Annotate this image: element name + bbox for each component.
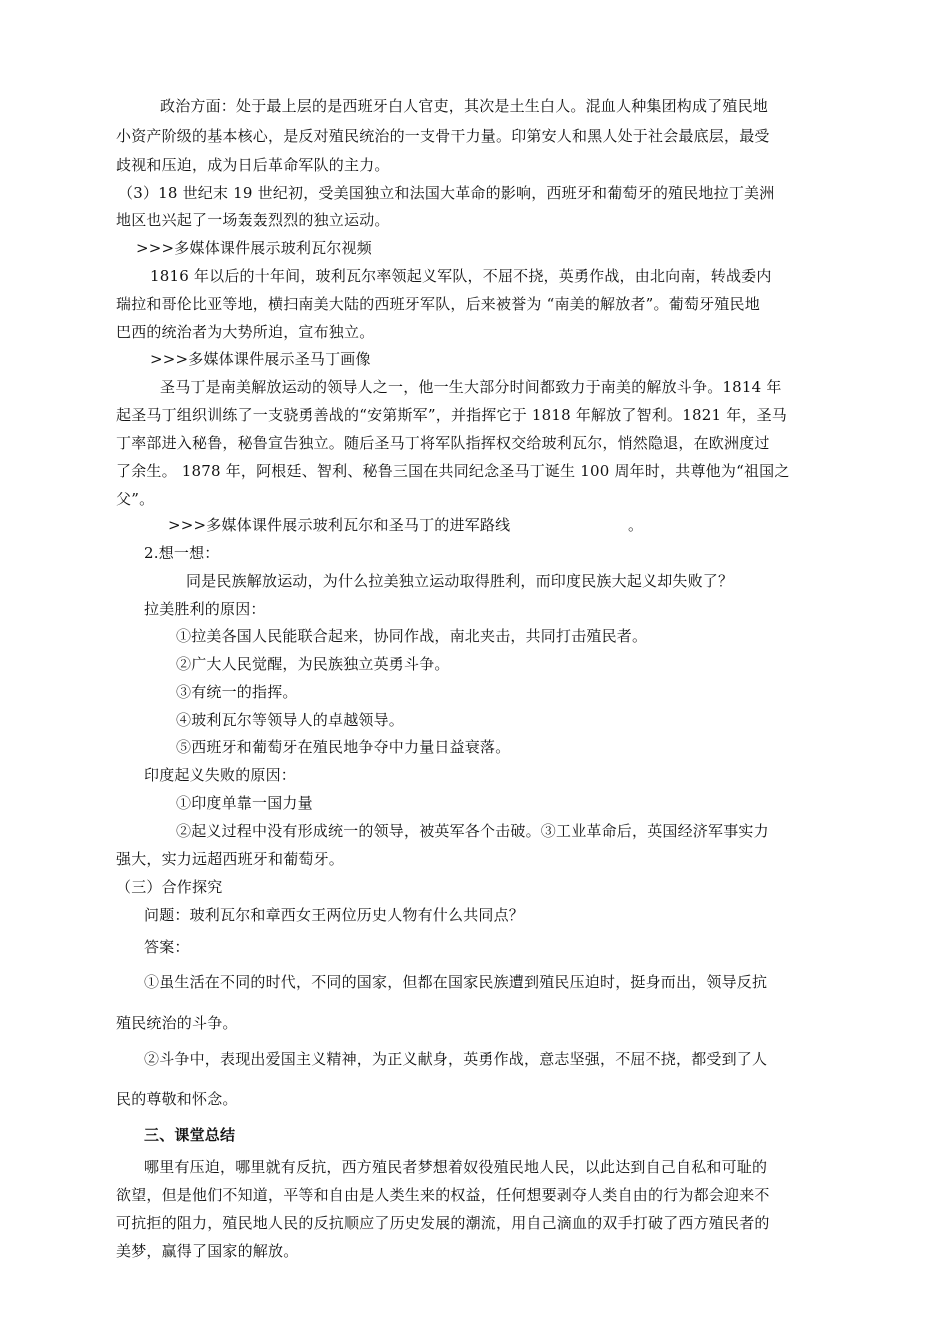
india-heading: 印度起义失败的原因： bbox=[144, 766, 297, 784]
think-heading: 2.想一想： bbox=[144, 544, 220, 562]
latam-reason-4: ④玻利瓦尔等领导人的卓越领导。 bbox=[176, 711, 405, 729]
coop-heading: （三）合作探究 bbox=[116, 878, 223, 896]
summary-line-4: 美梦，赢得了国家的解放。 bbox=[116, 1242, 299, 1260]
coop-question: 问题：玻利瓦尔和章西女王两位历史人物有什么共同点？ bbox=[144, 906, 525, 924]
coop-answer-label: 答案： bbox=[144, 938, 190, 956]
sanmartin-line-5: 父”。 bbox=[116, 490, 155, 508]
bolivar-line-2: 瑞拉和哥伦比亚等地，横扫南美大陆的西班牙军队，后来被誉为 “南美的解放者”。葡萄牙殖民地 bbox=[116, 295, 760, 313]
latam-reason-1: ①拉美各国人民能联合起来，协同作战，南北夹击，共同打击殖民者。 bbox=[176, 627, 648, 645]
coop-answer-1-line-1: ①虽生活在不同的时代，不同的国家，但都在国家民族遭到殖民压迫时，挺身而出，领导反抗 bbox=[144, 973, 768, 991]
politics-line-3: 歧视和压迫，成为日后革命军队的主力。 bbox=[116, 156, 390, 174]
summary-line-2: 欲望，但是他们不知道，平等和自由是人类生来的权益，任何想要剥夺人类自由的行为都会迎来不 bbox=[116, 1186, 770, 1204]
sanmartin-line-1: 圣马丁是南美解放运动的领导人之一，他一生大部分时间都致力于南美的解放斗争。1814 年 bbox=[160, 378, 782, 396]
coop-answer-2-line-2: 民的尊敬和怀念。 bbox=[116, 1090, 238, 1108]
summary-heading: 三、课堂总结 bbox=[144, 1126, 236, 1144]
point3-line-1: （3）18 世纪末 19 世纪初，受美国独立和法国大革命的影响，西班牙和葡萄牙的殖民地拉丁美洲 bbox=[118, 184, 775, 202]
india-reason-1: ①印度单靠一国力量 bbox=[176, 794, 313, 812]
bolivar-line-1: 1816 年以后的十年间，玻利瓦尔率领起义军队，不屈不挠，英勇作战，由北向南，转战委内 bbox=[150, 267, 772, 285]
think-question: 同是民族解放运动，为什么拉美独立运动取得胜利，而印度民族大起义却失败了？ bbox=[186, 572, 734, 590]
sanmartin-line-3: 丁率部进入秘鲁，秘鲁宣告独立。随后圣马丁将军队指挥权交给玻利瓦尔，悄然隐退，在欧洲度过 bbox=[116, 434, 770, 452]
sanmartin-line-4: 了余生。 1878 年，阿根廷、智利、秘鲁三国在共同纪念圣马丁诞生 100 周年时，共尊他为“祖国之 bbox=[116, 462, 790, 480]
coop-answer-2-line-1: ②斗争中，表现出爱国主义精神，为正义献身，英勇作战，意志坚强，不屈不挠，都受到了人 bbox=[144, 1050, 768, 1068]
latam-reason-2: ②广大人民觉醒，为民族独立英勇斗争。 bbox=[176, 655, 450, 673]
point3-line-2: 地区也兴起了一场轰轰烈烈的独立运动。 bbox=[116, 211, 390, 229]
media-routes: >>>多媒体课件展示玻利瓦尔和圣马丁的进军路线 bbox=[168, 516, 511, 534]
media-bolivar-video: >>>多媒体课件展示玻利瓦尔视频 bbox=[136, 239, 372, 257]
summary-line-1: 哪里有压迫，哪里就有反抗，西方殖民者梦想着奴役殖民地人民，以此达到自己自私和可耻的 bbox=[144, 1158, 768, 1176]
coop-answer-1-line-2: 殖民统治的斗争。 bbox=[116, 1014, 238, 1032]
summary-line-3: 可抗拒的阻力，殖民地人民的反抗顺应了历史发展的潮流，用自己滴血的双手打破了西方殖民者的 bbox=[116, 1214, 770, 1232]
latam-reason-5: ⑤西班牙和葡萄牙在殖民地争夺中力量日益衰落。 bbox=[176, 738, 511, 756]
sanmartin-line-2: 起圣马丁组织训练了一支骁勇善战的“安第斯军”，并指挥它于 1818 年解放了智利。1821 年，圣马 bbox=[116, 406, 787, 424]
media-sanmartin-portrait: >>>多媒体课件展示圣马丁画像 bbox=[150, 350, 371, 368]
latam-heading: 拉美胜利的原因： bbox=[144, 600, 266, 618]
politics-line-1: 政治方面：处于最上层的是西班牙白人官吏，其次是土生白人。混血人种集团构成了殖民地 bbox=[160, 97, 769, 115]
politics-line-2: 小资产阶级的基本核心，是反对殖民统治的一支骨干力量。印第安人和黑人处于社会最底层，最受 bbox=[116, 127, 770, 145]
media-routes-period: 。 bbox=[628, 516, 644, 534]
india-reason-2-line-2: 强大，实力远超西班牙和葡萄牙。 bbox=[116, 850, 345, 868]
india-reason-2-line-1: ②起义过程中没有形成统一的领导，被英军各个击破。③工业革命后，英国经济军事实力 bbox=[176, 822, 769, 840]
bolivar-line-3: 巴西的统治者为大势所迫，宣布独立。 bbox=[116, 323, 375, 341]
latam-reason-3: ③有统一的指挥。 bbox=[176, 683, 298, 701]
